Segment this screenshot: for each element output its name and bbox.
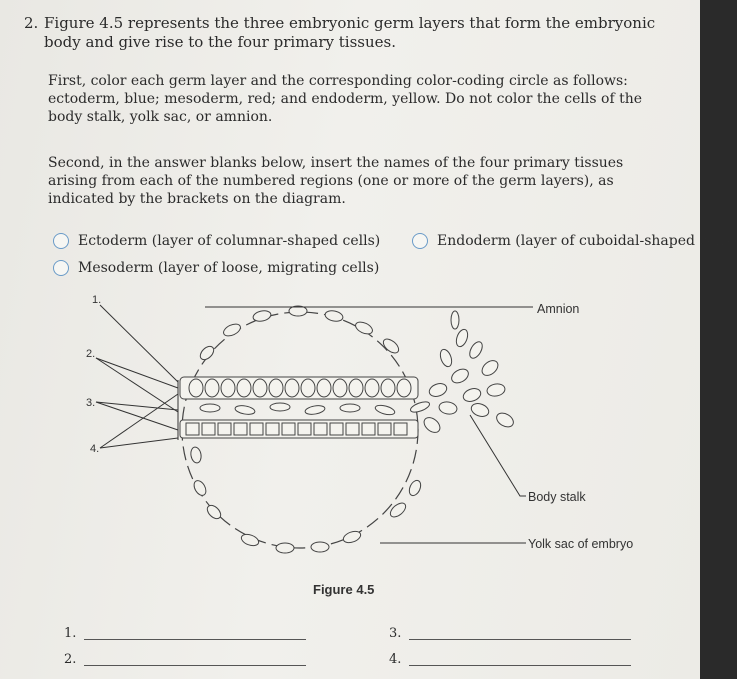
ectoderm-layer — [180, 377, 418, 399]
label-body-stalk: Body stalk — [528, 490, 586, 504]
answer-line-1[interactable] — [84, 639, 306, 640]
option-mesoderm-label: Mesoderm (layer of loose, migrating cells) — [78, 260, 380, 276]
instruction-answer-blanks: Second, in the answer blanks below, insert the names of the four primary tissues arising from each of the numbered regions (one or more of the germ layers), as indicated by the brackets on the diagram. — [48, 155, 624, 207]
body-stalk-cells — [421, 311, 516, 435]
instruction-coloring: First, color each germ layer and the corresponding color-coding circle as follows: ectoderm, blue; mesoderm, red; and endoderm, yellow. Do not color the cells of the body stalk, yolk sac, or amnion. — [48, 73, 643, 125]
bracket-label-1: 1. — [92, 294, 102, 306]
question-number: 2. — [24, 14, 39, 32]
answer-number-2: 2. — [64, 652, 77, 667]
mesoderm-layer — [200, 400, 431, 417]
answer-number-1: 1. — [64, 626, 77, 641]
bracket-label-2: 2. — [86, 348, 96, 360]
ectoderm-color-circle[interactable] — [53, 233, 69, 249]
endoderm-color-circle[interactable] — [412, 233, 428, 249]
option-endoderm-label: Endoderm (layer of cuboidal-shaped cells) — [437, 233, 737, 249]
bracket-label-3: 3. — [86, 397, 96, 409]
answer-line-4[interactable] — [409, 665, 631, 666]
option-ectoderm-label: Ectoderm (layer of columnar-shaped cells) — [78, 233, 381, 249]
question-text: Figure 4.5 represents the three embryonic germ layers that form the embryonic body and give rise to the four primary tissues. — [44, 14, 656, 51]
bracket-lines — [96, 305, 178, 448]
answer-line-2[interactable] — [84, 665, 306, 666]
embryo-diagram — [0, 280, 700, 580]
answer-number-3: 3. — [389, 626, 402, 641]
bracket-label-4: 4. — [90, 443, 100, 455]
figure-caption: Figure 4.5 — [313, 582, 375, 597]
label-amnion: Amnion — [537, 302, 580, 316]
mesoderm-color-circle[interactable] — [53, 260, 69, 276]
answer-line-3[interactable] — [409, 639, 631, 640]
endoderm-layer — [180, 420, 418, 438]
label-yolk-sac: Yolk sac of embryo — [528, 537, 634, 551]
answer-number-4: 4. — [389, 652, 402, 667]
